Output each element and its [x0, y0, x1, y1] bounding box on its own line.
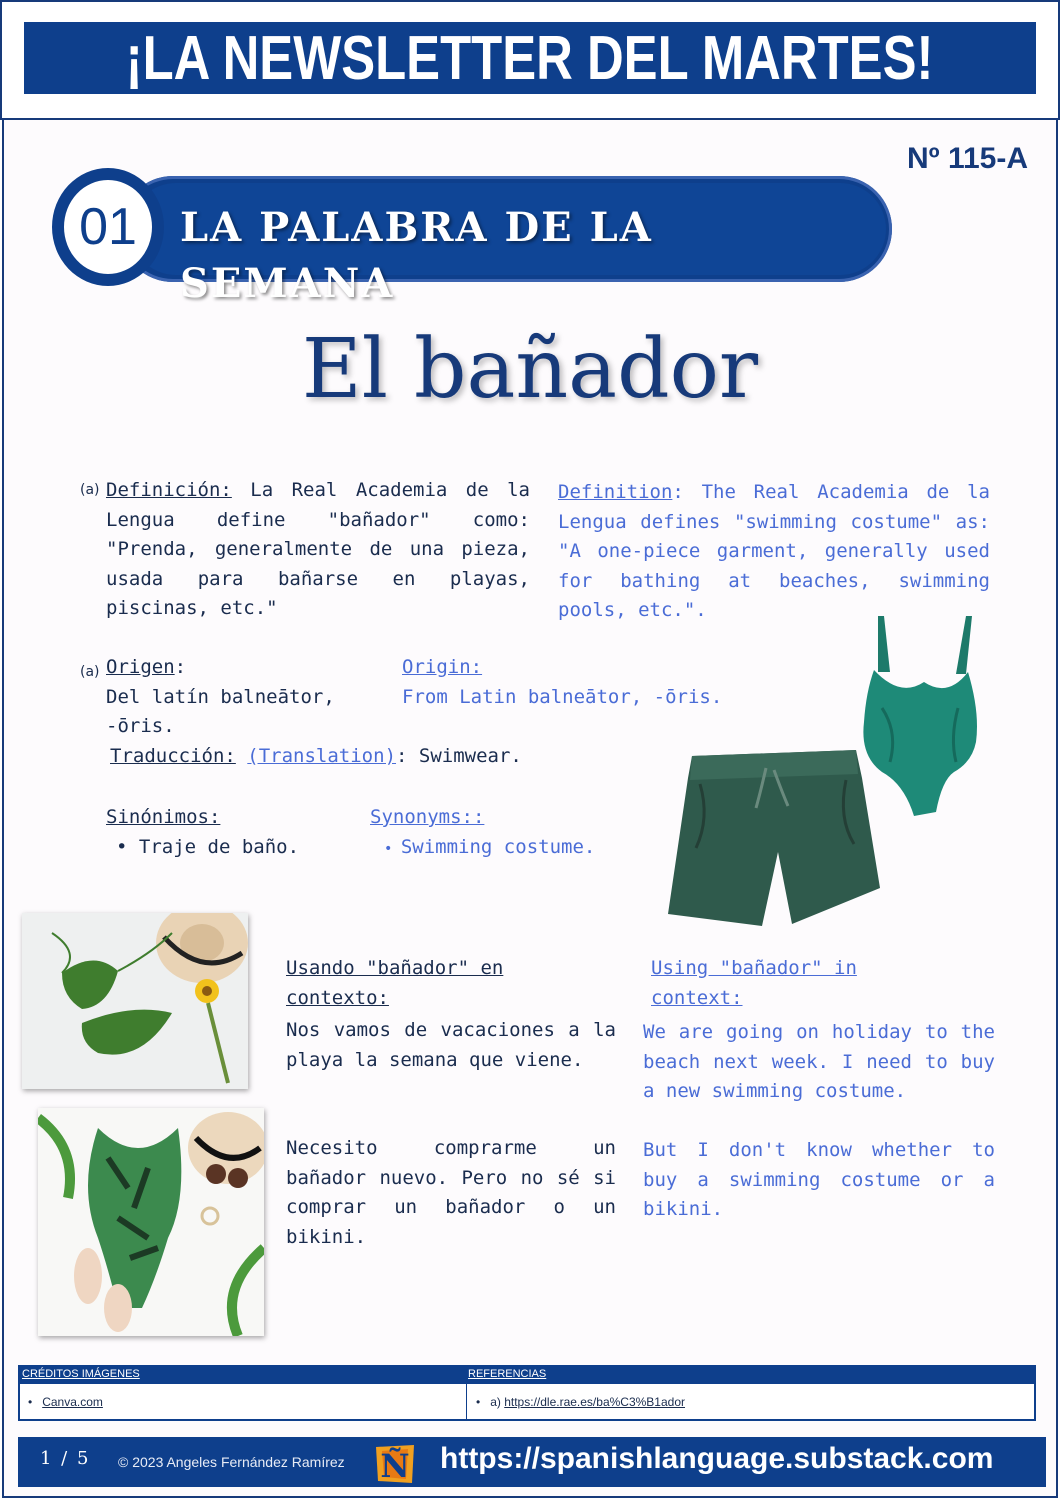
- origin-en-label: Origin:: [402, 656, 483, 678]
- synonym-item: Traje de baño.: [138, 835, 300, 858]
- spanish-n-logo-icon: [372, 1439, 418, 1487]
- reference-prefix: a): [490, 1395, 505, 1409]
- origin-spanish: [106, 653, 406, 742]
- credits-divider: [466, 1384, 467, 1419]
- context-english-paragraph-2: But I don't know whether to buy a swimming costume or a bikini.: [643, 1139, 995, 1220]
- translation-label: Traducción:: [110, 745, 236, 767]
- origin-english: [402, 653, 732, 712]
- rae-link[interactable]: https://dle.rae.es/ba%C3%B1ador: [504, 1395, 685, 1409]
- image-credits-heading: CRÉDITOS IMÁGENES: [22, 1368, 140, 1380]
- definition-spanish: [106, 476, 530, 624]
- credits-table: [18, 1365, 1036, 1421]
- synonyms-spanish: [106, 803, 346, 862]
- green-bikini-photo: [22, 913, 248, 1089]
- definition-text: La Real Academia de la Lengua define "bañador" como: "Prenda, generalmente de una pieza, usada para bañarse en playas, piscinas, etc.": [106, 479, 530, 619]
- references-heading: REFERENCIAS: [468, 1368, 547, 1380]
- newsletter-title: ¡LA NEWSLETTER DEL MARTES!: [24, 22, 1036, 94]
- tropical-swimsuit-photo: [38, 1108, 264, 1336]
- definition-en-text: : The Real Academia de la Lengua defines "swimming costume" as: "A one-piece garment, generally used for bathing at beaches, swimming pools, etc.".: [558, 481, 990, 621]
- context-en-label-line1: Using "bañador" in: [651, 957, 857, 979]
- synonyms-english: [370, 803, 650, 864]
- origin-text: Del latín balneātor, -ōris.: [106, 685, 335, 737]
- context-en-label-line2: context:: [651, 986, 743, 1009]
- logo-letter: Ñ: [380, 1447, 410, 1485]
- origin-label: Origen: [106, 656, 175, 678]
- definition-english: [558, 478, 990, 626]
- synonym-en-item: Swimming costume.: [400, 835, 596, 858]
- canva-link[interactable]: Canva.com: [42, 1395, 103, 1409]
- context-spanish-label: [286, 954, 616, 1013]
- word-of-the-week: El bañador: [301, 322, 759, 417]
- synonyms-en-bullet: •: [384, 840, 401, 857]
- copyright-notice: © 2023 Angeles Fernández Ramírez: [118, 1454, 345, 1470]
- section-number: 01: [52, 168, 164, 286]
- green-shorts-image: [666, 748, 890, 928]
- definition-en-label: Definition: [558, 481, 673, 503]
- translation-en-label: (Translation): [247, 745, 397, 767]
- synonyms-label: Sinónimos:: [106, 806, 221, 828]
- translation-value: : Swimwear.: [396, 745, 522, 767]
- image-credit-item: • Canva.com: [28, 1395, 103, 1409]
- origin-colon: :: [174, 656, 187, 678]
- synonyms-en-label: Synonyms::: [370, 806, 485, 828]
- context-spanish-paragraph-2: Necesito comprarme un bañador nuevo. Pero no sé si comprar un bañador o un bikini.: [286, 1137, 616, 1248]
- context-english-paragraph-1: We are going on holiday to the beach next week. I need to buy a new swimming costume.: [643, 1021, 995, 1102]
- context-spanish-paragraph-1: Nos vamos de vacaciones a la playa la semana que viene.: [286, 1019, 616, 1071]
- section-title: LA PALABRA DE LA SEMANA: [180, 204, 653, 307]
- synonyms-bullet: •: [116, 835, 139, 858]
- credits-header: [20, 1367, 1034, 1384]
- context-english-label: [651, 954, 981, 1013]
- site-url-link[interactable]: https://spanishlanguage.substack.com: [440, 1442, 994, 1475]
- reference-item: • a) https://dle.rae.es/ba%C3%B1ador: [476, 1395, 685, 1409]
- definition-reference-marker: (a): [80, 482, 100, 498]
- context-label-line1: Usando "bañador" en: [286, 957, 504, 979]
- origin-reference-marker: (a): [80, 664, 100, 680]
- definition-label: Definición:: [106, 479, 232, 501]
- origin-en-text: From Latin balneātor, -ōris.: [402, 685, 723, 708]
- issue-number: Nº 115-A: [906, 142, 1028, 175]
- context-label-line2: contexto:: [286, 986, 389, 1009]
- translation-line: [110, 742, 630, 772]
- page-indicator: 1 / 5: [40, 1448, 91, 1469]
